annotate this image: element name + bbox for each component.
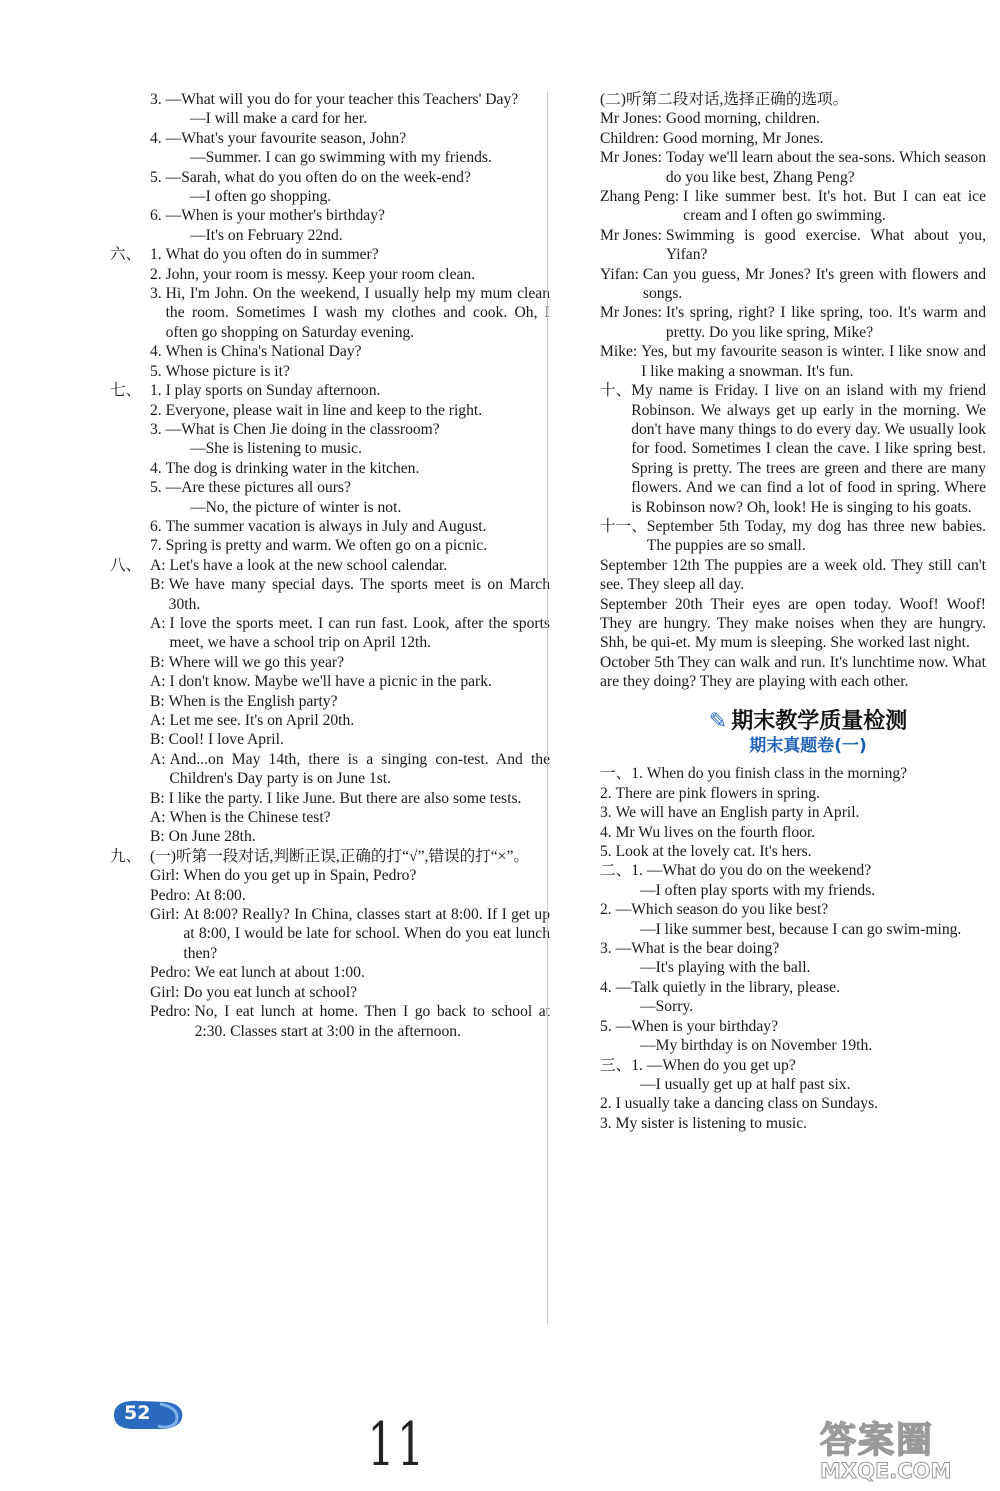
item-marker	[150, 187, 190, 206]
item-marker	[150, 109, 190, 128]
text-line	[110, 672, 550, 691]
section-marker: 六、	[110, 246, 142, 264]
item-text: On June 28th.	[168, 828, 256, 846]
text-line	[110, 478, 550, 497]
item-marker: 5.	[150, 168, 166, 186]
text-line	[110, 653, 550, 672]
text-line	[600, 556, 986, 595]
text-line	[600, 226, 986, 265]
text-line	[110, 866, 550, 885]
text-line	[600, 381, 986, 517]
text-line	[110, 439, 550, 458]
text-line	[110, 206, 550, 225]
right-column-top	[600, 90, 986, 692]
item-marker: A:	[150, 809, 170, 827]
text-line	[600, 595, 986, 653]
item-marker	[150, 226, 190, 245]
text-line	[600, 1036, 986, 1055]
item-text: —What's your favourite season, John?	[165, 129, 407, 147]
text-line	[600, 900, 986, 919]
item-text: —I often play sports with my friends.	[640, 881, 876, 899]
text-line	[110, 847, 550, 866]
item-text: Today we'll learn about the sea-sons. Which season do you like best, Zhang Peng?	[665, 149, 986, 186]
section-marker: 三、	[600, 1056, 632, 1074]
text-line	[600, 939, 986, 958]
item-marker: B:	[150, 828, 169, 846]
text-line	[600, 265, 986, 304]
item-marker: 4.	[150, 129, 166, 147]
item-marker: A:	[150, 750, 170, 768]
item-text: When is the Chinese test?	[169, 809, 331, 827]
text-line	[600, 861, 986, 880]
item-marker: 2.	[600, 784, 616, 802]
item-marker: 1.	[631, 862, 647, 880]
item-marker	[150, 498, 190, 517]
item-text: —She is listening to music.	[190, 440, 362, 458]
item-marker: 1.	[150, 246, 166, 264]
text-line	[110, 148, 550, 167]
section-heading	[630, 708, 986, 734]
item-marker: A:	[150, 614, 170, 632]
item-marker	[150, 148, 190, 167]
item-text: John, your room is messy. Keep your room clean.	[165, 265, 476, 283]
item-text: The summer vacation is always in July and August.	[165, 517, 487, 535]
item-text: My sister is listening to music.	[615, 1114, 808, 1132]
item-marker: 5.	[150, 479, 166, 497]
item-marker: B:	[150, 576, 169, 594]
section-marker: 二、	[600, 862, 632, 880]
item-marker: Mr Jones:	[600, 149, 666, 167]
item-marker: 2.	[150, 401, 166, 419]
item-text: September 20th Their eyes are open today. Woof! Woof! They are hungry. They make noises when they are hungry. Shh, be qui-et. My mum is sleeping. She worked last night.	[600, 595, 986, 652]
item-text: —Are these pictures all ours?	[165, 479, 351, 497]
item-text: When do you finish class in the morning?	[646, 765, 908, 783]
text-line	[110, 614, 550, 653]
item-text: —I often go shopping.	[190, 188, 332, 206]
item-text: —Summer. I can go swimming with my friends.	[190, 149, 492, 167]
item-text: Spring is pretty and warm. We often go on a picnic.	[165, 537, 488, 555]
item-text: Let me see. It's on April 20th.	[169, 712, 355, 729]
item-text: We eat lunch at about 1:00.	[194, 964, 365, 982]
text-line	[110, 498, 550, 517]
pen-icon: ✎	[708, 708, 728, 734]
text-line	[110, 556, 550, 575]
text-line	[600, 1094, 986, 1113]
item-text: It's spring, right? I like spring, too. It's warm and pretty. Do you like spring, Mike?	[665, 304, 986, 341]
text-line	[110, 109, 550, 128]
text-line	[600, 823, 986, 842]
item-text: (二)听第二段对话,选择正确的选项。	[600, 91, 849, 108]
item-marker: B:	[150, 789, 169, 807]
item-marker: B:	[150, 692, 169, 710]
item-marker: 3.	[600, 940, 616, 958]
section-marker: 十一、	[600, 517, 647, 535]
item-text: I like the party. I like June. But there are also some tests.	[168, 789, 522, 807]
text-line	[110, 187, 550, 206]
text-line	[600, 303, 986, 342]
item-marker	[600, 997, 640, 1016]
item-marker: Zhang Peng:	[600, 188, 684, 206]
item-marker: Mr Jones:	[600, 226, 666, 244]
item-marker: Pedro:	[150, 1003, 195, 1021]
item-text: I usually take a dancing class on Sundays.	[615, 1095, 879, 1113]
section-heading-text: 期末教学质量检测	[731, 708, 908, 734]
item-marker: Mr Jones:	[600, 110, 666, 128]
text-line	[110, 245, 550, 264]
text-line	[110, 789, 550, 808]
item-marker: 1.	[150, 382, 166, 400]
item-text: Let's have a look at the new school calendar.	[169, 556, 448, 574]
text-line	[110, 827, 550, 846]
left-column	[110, 90, 550, 1041]
text-line	[600, 1114, 986, 1133]
item-text: There are pink flowers in spring.	[615, 784, 820, 802]
item-text: At 8:00? Really? In China, classes start at 8:00. If I get up at 8:00, I would be late for school. When do you eat lunch then?	[183, 906, 550, 962]
right-column-bottom	[600, 764, 986, 1133]
text-line	[600, 920, 986, 939]
item-text: Good morning, children.	[665, 110, 821, 128]
item-text: —My birthday is on November 19th.	[640, 1037, 873, 1055]
text-line	[110, 692, 550, 711]
text-line	[110, 808, 550, 827]
item-marker: A:	[150, 556, 170, 574]
item-text: I love the sports meet. I can run fast. Look, after the sports meet, we have a school trip on April 12th.	[169, 614, 550, 652]
text-line	[600, 803, 986, 822]
item-marker	[600, 881, 640, 900]
item-marker: A:	[150, 673, 170, 691]
item-marker: 2.	[150, 265, 166, 283]
item-marker: Girl:	[150, 906, 184, 924]
text-line	[600, 978, 986, 997]
text-line	[600, 881, 986, 900]
text-line	[110, 342, 550, 361]
item-text: —Talk quietly in the library, please.	[615, 978, 840, 996]
text-line	[600, 517, 986, 556]
item-marker	[600, 1075, 640, 1094]
item-text: —It's playing with the ball.	[640, 959, 811, 977]
item-text: —It's on February 22nd.	[190, 226, 343, 244]
item-marker: 3.	[150, 91, 166, 108]
item-text: —I will make a card for her.	[190, 110, 368, 128]
text-line	[110, 362, 550, 381]
item-text: —When is your mother's birthday?	[165, 207, 385, 225]
item-marker: 6.	[150, 207, 166, 225]
item-text: Can you guess, Mr Jones? It's green with flowers and songs.	[642, 265, 986, 303]
text-line	[600, 342, 986, 381]
item-marker: Girl:	[150, 983, 184, 1001]
item-marker: Girl:	[150, 867, 184, 885]
text-line	[110, 983, 550, 1002]
text-line	[110, 459, 550, 478]
watermark-cn: 答案圈	[820, 1420, 935, 1461]
item-marker	[150, 439, 190, 458]
item-text: We have many special days. The sports meet is on March 30th.	[168, 576, 550, 613]
item-marker: B:	[150, 653, 169, 671]
text-line	[600, 1017, 986, 1036]
item-marker: 6.	[150, 517, 166, 535]
item-text: —What do you do on the weekend?	[646, 862, 872, 880]
item-text: I play sports on Sunday afternoon.	[165, 382, 381, 400]
text-line	[110, 401, 550, 420]
item-text: —What is Chen Jie doing in the classroom?	[165, 420, 440, 438]
section-marker: 一、	[600, 765, 632, 783]
text-line	[110, 575, 550, 614]
item-marker: Mr Jones:	[600, 304, 666, 322]
item-text: We will have an English party in April.	[615, 804, 860, 822]
item-text: I like summer best. It's hot. But I can eat ice cream and I often go swimming.	[683, 188, 986, 225]
item-marker: Mike:	[600, 343, 642, 361]
item-marker: 1.	[631, 1056, 647, 1074]
item-marker: 2.	[600, 901, 616, 919]
item-text: Mr Wu lives on the fourth floor.	[615, 823, 816, 841]
item-text: When do you get up in Spain, Pedro?	[183, 867, 417, 885]
text-line	[600, 764, 986, 783]
item-marker: 3.	[150, 285, 166, 303]
item-marker: 4.	[150, 459, 166, 477]
item-text: Where will we go this year?	[168, 653, 345, 671]
item-marker: B:	[150, 731, 169, 749]
item-text: At 8:00.	[194, 886, 246, 904]
item-marker: A:	[150, 712, 170, 729]
item-text: Hi, I'm John. On the weekend, I usually help my mum clean the room. Sometimes I wash my clothes and cook. Oh, I often go shopping on Saturday evening.	[165, 285, 550, 341]
item-text: Look at the lovely cat. It's hers.	[615, 843, 812, 861]
item-text: What do you often do in summer?	[165, 246, 379, 264]
item-text: —When do you get up?	[646, 1056, 796, 1074]
text-line	[600, 129, 986, 148]
page-number: 52	[124, 1402, 151, 1424]
item-text: —Sarah, what do you often do on the week-end?	[165, 168, 471, 186]
text-line	[110, 284, 550, 342]
text-line	[600, 1075, 986, 1094]
text-line	[110, 129, 550, 148]
item-marker: 4.	[150, 343, 166, 361]
text-line	[110, 381, 550, 400]
item-marker: 5.	[600, 843, 616, 861]
text-line	[600, 148, 986, 187]
item-text: Yes, but my favourite season is winter. I like snow and I like making a snowman. It's fun.	[641, 343, 986, 380]
text-line	[600, 187, 986, 226]
text-line	[110, 90, 550, 109]
text-line	[110, 536, 550, 555]
item-marker: Pedro:	[150, 964, 195, 982]
section-marker: 八、	[110, 556, 142, 574]
text-line	[110, 168, 550, 187]
item-text: Do you eat lunch at school?	[183, 983, 358, 1001]
item-text: —Sorry.	[640, 998, 694, 1016]
text-line	[110, 1002, 550, 1041]
item-text: Cool! I love April.	[168, 731, 284, 749]
item-text: —Which season do you like best?	[615, 901, 829, 919]
item-marker: 3.	[150, 420, 166, 438]
text-line	[110, 886, 550, 905]
text-line	[110, 963, 550, 982]
item-text: —No, the picture of winter is not.	[190, 498, 402, 516]
item-marker	[600, 958, 640, 977]
item-text: My name is Friday. I live on an island with my friend Robinson. We always get up early in the morning. We don't have many things to do every day. We usually look for food. Sometimes I clean the cave. I like spring best. Spring is pretty. The trees are green and there are many flowers. And we can find a lot of food in spring. Where is Robinson now? Oh, look! He is singing to his goats.	[631, 382, 986, 516]
section-marker: 十、	[600, 382, 632, 400]
item-text: Everyone, please wait in line and keep to the right.	[165, 401, 483, 419]
item-text: When is the English party?	[168, 692, 338, 710]
item-text: Swimming is good exercise. What about you, Yifan?	[665, 226, 986, 264]
section-marker: 九、	[110, 847, 142, 865]
sub-heading: 期末真题卷(一)	[749, 736, 867, 756]
watermark	[820, 1412, 990, 1484]
text-line	[600, 997, 986, 1016]
item-marker: Children:	[600, 129, 663, 147]
item-text: —What will you do for your teacher this Teachers' Day?	[165, 91, 519, 108]
text-line	[110, 265, 550, 284]
text-line	[110, 730, 550, 749]
item-text: October 5th They can walk and run. It's lunchtime now. What are they doing? They are playing with each other.	[600, 653, 986, 691]
item-text: —I usually get up at half past six.	[640, 1075, 851, 1093]
item-marker	[600, 1036, 640, 1055]
item-marker: 1.	[631, 765, 647, 783]
item-text: —I like summer best, because I can go swim-ming.	[640, 920, 962, 938]
item-marker: 3.	[600, 1114, 616, 1132]
watermark-en: MXQE.COM	[820, 1459, 952, 1483]
column-divider	[547, 92, 548, 1324]
item-text: September 5th Today, my dog has three new babies. The puppies are so small.	[646, 517, 986, 555]
item-marker: Pedro:	[150, 886, 195, 904]
item-marker: 5.	[150, 362, 166, 380]
item-text: And...on May 14th, there is a singing con-test. And the Children's Day party is on June 1st.	[169, 750, 550, 788]
item-marker: Yifan:	[600, 265, 643, 283]
item-text: When is China's National Day?	[165, 343, 362, 361]
text-line	[600, 109, 986, 128]
text-line	[110, 226, 550, 245]
item-text: (一)听第一段对话,判断正误,正确的打“√”,错误的打“×”。	[150, 847, 529, 865]
text-line	[110, 750, 550, 789]
text-line	[110, 517, 550, 536]
item-text: —When is your birthday?	[615, 1017, 778, 1035]
text-line	[110, 420, 550, 439]
text-line	[600, 842, 986, 861]
item-text: The dog is drinking water in the kitchen.	[165, 459, 420, 477]
text-line	[600, 1056, 986, 1075]
item-marker: 2.	[600, 1095, 616, 1113]
item-text: —What is the bear doing?	[615, 940, 780, 958]
text-line	[110, 905, 550, 963]
item-text: September 12th The puppies are a week old. They still can't see. They sleep all day.	[600, 556, 986, 594]
item-text: I don't know. Maybe we'll have a picnic in the park.	[169, 673, 492, 691]
item-marker: 5.	[600, 1017, 616, 1035]
text-line	[600, 784, 986, 803]
item-marker: 7.	[150, 537, 166, 555]
right-column	[600, 90, 986, 1133]
handwritten-mark: 11	[367, 1410, 427, 1480]
section-marker: 七、	[110, 382, 142, 400]
item-text: No, I eat lunch at home. Then I go back to school at 2:30. Classes start at 3:00 in the afternoon.	[194, 1003, 550, 1040]
text-line	[600, 653, 986, 692]
text-line	[600, 90, 986, 109]
item-marker	[600, 920, 640, 939]
item-marker: 3.	[600, 804, 616, 822]
item-marker: 4.	[600, 823, 616, 841]
item-text: Whose picture is it?	[165, 362, 290, 380]
item-marker: 4.	[600, 978, 616, 996]
text-line	[110, 711, 550, 730]
text-line	[600, 958, 986, 977]
item-text: Good morning, Mr Jones.	[662, 129, 824, 147]
